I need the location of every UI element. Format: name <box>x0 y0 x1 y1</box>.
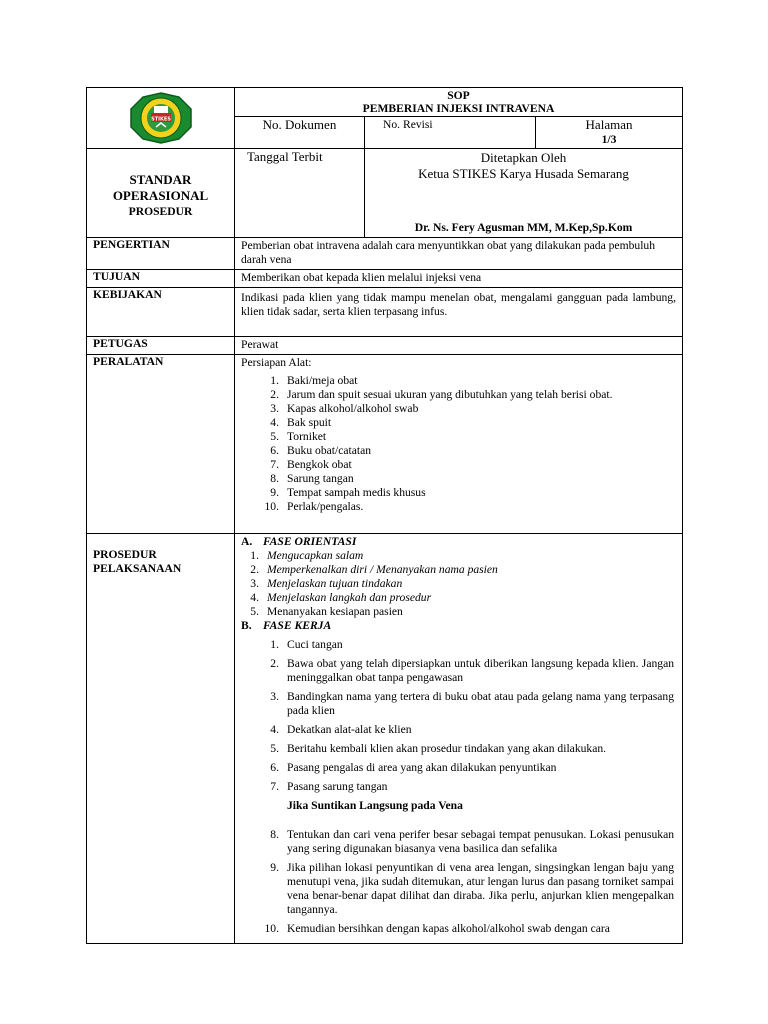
kebijakan-label: KEBIJAKAN <box>87 288 235 337</box>
fase-b-title: FASE KERJA <box>263 619 332 632</box>
peralatan-item <box>241 374 676 388</box>
peralatan-item-number: 3. <box>270 402 279 415</box>
peralatan-item <box>241 486 676 500</box>
tanggal-terbit-label: Tanggal Terbit <box>235 149 365 238</box>
tujuan-label: TUJUAN <box>87 270 235 288</box>
kerja-step-text: Pasang sarung tangan <box>287 780 388 793</box>
kerja-step-number: 8. <box>270 828 279 841</box>
header-meta-row <box>235 116 682 148</box>
fase-kerja-heading <box>241 619 674 633</box>
peralatan-item <box>241 444 676 458</box>
prosedur-label-cell <box>87 534 235 944</box>
kerja-step-number: 3. <box>270 690 279 703</box>
halaman-cell <box>536 117 682 148</box>
kerja-step <box>241 761 674 775</box>
orientasi-list <box>221 549 674 619</box>
peralatan-item <box>241 500 676 514</box>
kerja-list <box>241 638 674 794</box>
kerja-step-text: Dekatkan alat-alat ke klien <box>287 723 412 736</box>
peralatan-list <box>241 374 676 514</box>
orientasi-step <box>221 577 674 591</box>
peralatan-item <box>241 416 676 430</box>
kerja-step-number: 2. <box>270 657 279 670</box>
kerja-step-number: 1. <box>270 638 279 651</box>
ditetapkan-cell <box>365 149 683 238</box>
peralatan-item-number: 4. <box>270 416 279 429</box>
kerja-step <box>241 861 674 917</box>
kerja-step-text: Beritahu kembali klien akan prosedur tindakan yang akan dilakukan. <box>287 742 607 755</box>
kerja-step-number: 5. <box>270 742 279 755</box>
header-title-cell <box>235 88 683 149</box>
peralatan-item-text: Torniket <box>287 430 327 443</box>
prosedur-cell <box>235 534 683 944</box>
peralatan-item-number: 5. <box>270 430 279 443</box>
peralatan-item-text: Sarung tangan <box>287 472 354 485</box>
kerja-step-text: Tentukan dan cari vena perifer besar sebagai tempat penusukan. Lokasi penusukan yang sering digunakan biasanya vena basilica dan sefalika <box>287 828 675 855</box>
orientasi-step <box>221 605 674 619</box>
kerja-step-number: 4. <box>270 723 279 736</box>
peralatan-item-text: Jarum dan spuit sesuai ukuran yang dibutuhkan yang telah berisi obat. <box>287 388 613 401</box>
peralatan-item-text: Perlak/pengalas. <box>287 500 364 513</box>
peralatan-item-text: Kapas alkohol/alkohol swab <box>287 402 419 415</box>
tujuan-text: Memberikan obat kepada klien melalui injeksi vena <box>235 270 683 288</box>
kerja-list-continued <box>241 828 674 936</box>
peralatan-item-text: Tempat sampah medis khusus <box>287 486 426 499</box>
kerja-step-number: 7. <box>270 780 279 793</box>
kerja-step <box>241 828 674 856</box>
peralatan-item-text: Bak spuit <box>287 416 332 429</box>
peralatan-item <box>241 472 676 486</box>
no-dokumen-label: No. Dokumen <box>235 117 365 148</box>
kerja-step-text: Jika pilihan lokasi penyuntikan di vena area lengan, singsingkan lengan baju yang menutupi vena, jika sudah ditemukan, atur lengan lurus dan pasang torniket sampai vena benar-benar dapat dilihat dan diraba. Jika perlu, anjurkan klien mengepalkan tangannya. <box>287 861 675 916</box>
sub-heading-suntikan: Jika Suntikan Langsung pada Vena <box>287 799 463 812</box>
peralatan-item-number: 8. <box>270 472 279 485</box>
prosedur-label-line1: PROSEDUR <box>93 548 157 561</box>
no-revisi-label: No. Revisi <box>365 117 536 148</box>
sop-table <box>86 87 683 944</box>
peralatan-item <box>241 458 676 472</box>
peralatan-item-number: 7. <box>270 458 279 471</box>
pengertian-text: Pemberian obat intravena adalah cara menyuntikkan obat yang dilakukan pada pembuluh darah vena <box>235 238 683 270</box>
kerja-step <box>241 742 674 756</box>
standar-line3: PROSEDUR <box>128 204 193 218</box>
orientasi-step <box>221 563 674 577</box>
kebijakan-text: Indikasi pada klien yang tidak mampu menelan obat, mengalami gangguan pada lambung, klien tidak sadar, serta klien terpasang infus. <box>235 288 683 337</box>
kerja-step <box>241 723 674 737</box>
document-title: PEMBERIAN INJEKSI INTRAVENA <box>362 102 555 115</box>
kerja-step <box>241 780 674 794</box>
peralatan-item-number: 10. <box>264 500 279 513</box>
fase-orientasi-heading <box>241 535 674 549</box>
orientasi-step-text: Menanyakan kesiapan pasien <box>267 605 403 618</box>
kerja-step-text: Pasang pengalas di area yang akan dilakukan penyuntikan <box>287 761 557 774</box>
kerja-step-number: 9. <box>270 861 279 874</box>
peralatan-cell <box>235 355 683 534</box>
petugas-text: Perawat <box>235 337 683 355</box>
fase-a-title: FASE ORIENTASI <box>263 535 357 548</box>
kerja-step-text: Cuci tangan <box>287 638 343 651</box>
signatory: Dr. Ns. Fery Agusman MM, M.Kep,Sp.Kom <box>414 221 633 234</box>
kerja-step <box>241 690 674 718</box>
halaman-value: 1/3 <box>601 133 617 146</box>
stikes-logo <box>87 91 234 145</box>
peralatan-intro: Persiapan Alat: <box>241 356 312 369</box>
kerja-step-text: Kemudian bersihkan dengan kapas alkohol/alkohol swab dengan cara <box>287 922 610 935</box>
ditetapkan-by: Ketua STIKES Karya Husada Semarang <box>418 166 629 181</box>
peralatan-item-number: 6. <box>270 444 279 457</box>
standar-line2: OPERASIONAL <box>112 187 209 203</box>
orientasi-step-text: Mengucapkan salam <box>267 549 364 562</box>
peralatan-item <box>241 430 676 444</box>
orientasi-step-number: 2. <box>250 563 259 576</box>
standar-line1: STANDAR <box>129 171 192 187</box>
kerja-step-number: 6. <box>270 761 279 774</box>
kerja-step-number: 10. <box>264 922 279 935</box>
peralatan-item-number: 1. <box>270 374 279 387</box>
kerja-step <box>241 922 674 936</box>
orientasi-step-text: Menjelaskan tujuan tindakan <box>267 577 403 590</box>
orientasi-step-text: Menjelaskan langkah dan prosedur <box>267 591 432 604</box>
orientasi-step-number: 4. <box>250 591 259 604</box>
orientasi-step <box>221 591 674 605</box>
peralatan-item-number: 9. <box>270 486 279 499</box>
sop-label: SOP <box>447 89 470 102</box>
fase-a-letter: A. <box>241 535 253 548</box>
pengertian-label: PENGERTIAN <box>87 238 235 270</box>
standar-cell <box>87 149 235 238</box>
peralatan-item-text: Baki/meja obat <box>287 374 358 387</box>
kerja-step-text: Bawa obat yang telah dipersiapkan untuk diberikan langsung kepada klien. Jangan meninggalkan obat tanpa pengawasan <box>287 657 675 684</box>
peralatan-item-text: Buku obat/catatan <box>287 444 372 457</box>
orientasi-step-number: 3. <box>250 577 259 590</box>
ditetapkan-label: Ditetapkan Oleh <box>480 150 567 165</box>
fase-b-letter: B. <box>241 619 252 632</box>
orientasi-step <box>221 549 674 563</box>
petugas-label: PETUGAS <box>87 337 235 355</box>
peralatan-item <box>241 388 676 402</box>
orientasi-step-number: 5. <box>250 605 259 618</box>
peralatan-label: PERALATAN <box>87 355 235 534</box>
peralatan-item-text: Bengkok obat <box>287 458 352 471</box>
peralatan-item-number: 2. <box>270 388 279 401</box>
kerja-step <box>241 657 674 685</box>
peralatan-item <box>241 402 676 416</box>
logo-cell <box>87 88 235 149</box>
kerja-step-text: Bandingkan nama yang tertera di buku obat atau pada gelang nama yang terpasang pada klien <box>287 690 675 717</box>
halaman-label: Halaman <box>585 117 633 132</box>
svg-text:STIKES: STIKES <box>150 116 171 123</box>
orientasi-step-number: 1. <box>250 549 259 562</box>
orientasi-step-text: Memperkenalkan diri / Menanyakan nama pasien <box>267 563 498 576</box>
prosedur-label-line2: PELAKSANAAN <box>93 562 182 575</box>
kerja-step <box>241 638 674 652</box>
